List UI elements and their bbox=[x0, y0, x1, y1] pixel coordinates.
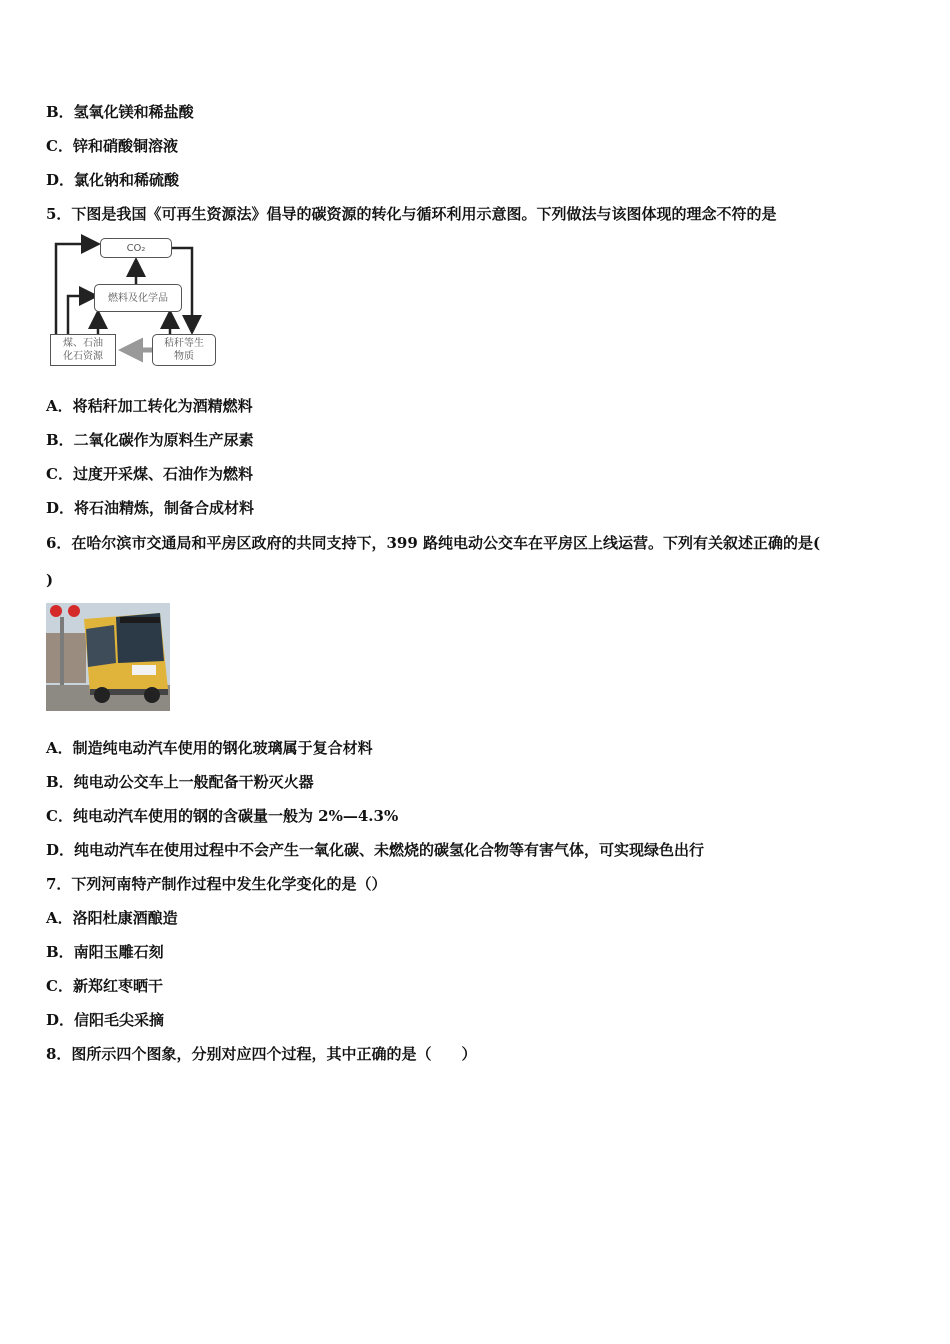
co2-label: CO₂ bbox=[126, 242, 146, 254]
q6-option-b: B．纯电动公交车上一般配备干粉灭火器 bbox=[46, 773, 314, 791]
co2-box bbox=[100, 238, 172, 258]
q7-stem: 7．下列河南特产制作过程中发生化学变化的是（） bbox=[46, 875, 387, 893]
q6-option-a: A．制造纯电动汽车使用的钢化玻璃属于复合材料 bbox=[46, 739, 373, 757]
q6-option-d: D．纯电动汽车在使用过程中不会产生一氧化碳、未燃烧的碳氢化合物等有害气体，可实现绿色出行 bbox=[46, 841, 705, 859]
q6-option-c: C．纯电动汽车使用的钢的含碳量一般为 2%—4.3% bbox=[46, 807, 399, 825]
q7-option-d: D．信阳毛尖采摘 bbox=[46, 1011, 165, 1029]
q5-option-a: A．将秸秆加工转化为酒精燃料 bbox=[46, 397, 253, 415]
q5-stem: 5．下图是我国《可再生资源法》倡导的碳资源的转化与循环利用示意图。下列做法与该图体现的理念不符的是 bbox=[46, 205, 777, 223]
biomass-label-line1: 秸秆等生 bbox=[164, 338, 204, 349]
biomass-box bbox=[152, 334, 216, 366]
fossil-label-line1: 煤、石油 bbox=[63, 338, 103, 349]
fossil-label-line2: 化石资源 bbox=[63, 351, 103, 362]
carbon-cycle-diagram bbox=[46, 234, 221, 370]
q5-option-d: D．将石油精炼，制备合成材料 bbox=[46, 499, 255, 517]
q5-option-b: B．二氧化碳作为原料生产尿素 bbox=[46, 431, 254, 449]
fuel-chemicals-label: 燃料及化学品 bbox=[108, 292, 168, 304]
biomass-label-line2: 物质 bbox=[174, 351, 194, 362]
q7-option-c: C．新郑红枣晒干 bbox=[46, 977, 163, 995]
q6-stem-end: ) bbox=[46, 571, 54, 589]
q4-option-d: D．氯化钠和稀硫酸 bbox=[46, 171, 180, 189]
q7-option-a: A．洛阳杜康酒酿造 bbox=[46, 909, 178, 927]
q6-stem: 6．在哈尔滨市交通局和平房区政府的共同支持下，399 路纯电动公交车在平房区上线运营。下列有关叙述正确的是( bbox=[46, 534, 821, 552]
fuel-chemicals-box bbox=[94, 284, 182, 312]
q4-option-c: C．锌和硝酸铜溶液 bbox=[46, 137, 178, 155]
q4-option-b: B．氢氧化镁和稀盐酸 bbox=[46, 103, 194, 121]
q8-stem: 8．图所示四个图象，分别对应四个过程，其中正确的是（ ） bbox=[46, 1045, 477, 1063]
electric-bus-photo bbox=[46, 603, 170, 711]
fossil-resources-box bbox=[50, 334, 116, 366]
q7-option-b: B．南阳玉雕石刻 bbox=[46, 943, 164, 961]
q5-option-c: C．过度开采煤、石油作为燃料 bbox=[46, 465, 253, 483]
